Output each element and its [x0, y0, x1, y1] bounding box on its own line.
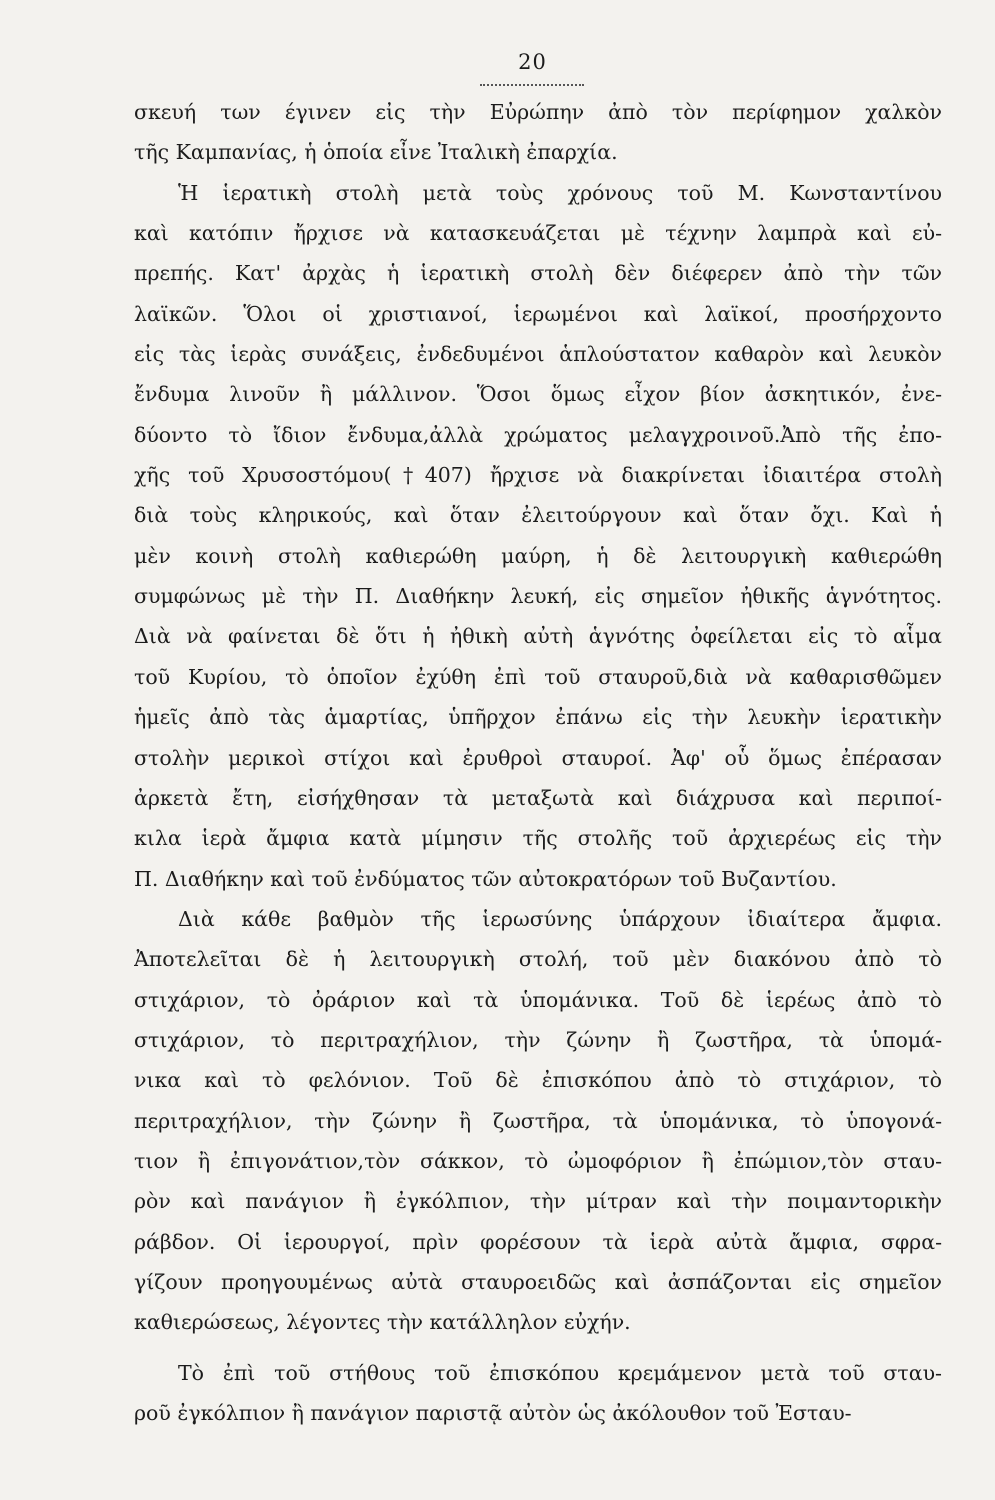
text-line: Ἀποτελεῖται δὲ ἡ λειτουργικὴ στολή, τοῦ μὲν διακόνου ἀπὸ τὸ [134, 947, 942, 972]
text-line: κιλα ἱερὰ ἄμφια κατὰ μίμησιν τῆς στολῆς τοῦ ἀρχιερέως εἰς τὴν [134, 826, 942, 851]
text-line: στολὴν μερικοὶ στίχοι καὶ ἐρυθροὶ σταυροί. Ἀφ' οὗ ὅμως ἐπέρασαν [134, 745, 942, 770]
text-line: γίζουν προηγουμένως αὐτὰ σταυροειδῶς καὶ ἀσπάζονται εἰς σημεῖον [134, 1269, 942, 1294]
text-line: Διὰ κάθε βαθμὸν τῆς ἱερωσύνης ὑπάρχουν ἰδιαίτερα ἄμφια. [178, 906, 942, 931]
text-line: εἰς τὰς ἱερὰς συνάξεις, ἐνδεδυμένοι ἁπλούστατον καθαρὸν καὶ λευκὸν [134, 342, 942, 367]
text-line: Τὸ ἐπὶ τοῦ στήθους τοῦ ἐπισκόπου κρεμάμενον μετὰ τοῦ σταυ- [178, 1360, 942, 1385]
text-line: τοῦ Κυρίου, τὸ ὁποῖον ἐχύθη ἐπὶ τοῦ σταυροῦ,διὰ νὰ καθαρισθῶμεν [134, 664, 942, 689]
page-number: 20 [518, 50, 547, 74]
text-line: τῆς Καμπανίας, ἡ ὁποία εἶνε Ἰταλικὴ ἐπαρχία. [134, 140, 618, 165]
text-line: πρεπής. Κατ' ἀρχὰς ἡ ἱερατικὴ στολὴ δὲν διέφερεν ἀπὸ τὴν τῶν [134, 261, 942, 286]
text-line: ροῦ ἐγκόλπιον ἢ πανάγιον παριστᾷ αὐτὸν ὡς ἀκόλουθον τοῦ Ἐσταυ- [134, 1401, 852, 1425]
body-text [134, 92, 942, 1433]
text-line: καὶ κατόπιν ἤρχισε νὰ κατασκευάζεται μὲ τέχνην λαμπρὰ καὶ εὐ- [134, 221, 942, 246]
text-line: Διὰ νὰ φαίνεται δὲ ὅτι ἡ ἠθικὴ αὐτὴ ἁγνότης ὀφείλεται εἰς τὸ αἷμα [134, 624, 942, 649]
text-line: λαϊκῶν. Ὅλοι οἱ χριστιανοί, ἱερωμένοι καὶ λαϊκοί, προσήρχοντο [134, 301, 942, 326]
text-line: συμφώνως μὲ τὴν Π. Διαθήκην λευκή, εἰς σημεῖον ἠθικῆς ἁγνότητος. [134, 584, 942, 609]
text-line: Ἡ ἱερατικὴ στολὴ μετὰ τοὺς χρόνους τοῦ Μ. Κωνσταντίνου [178, 180, 942, 205]
paragraph-gap [134, 1343, 942, 1353]
text-line: καθιερώσεως, λέγοντες τὴν κατάλληλον εὐχήν. [134, 1310, 631, 1335]
text-line: ἡμεῖς ἀπὸ τὰς ἁμαρτίας, ὑπῆρχον ἐπάνω εἰς τὴν λευκὴν ἱερατικὴν [134, 705, 942, 730]
text-line: στιχάριον, τὸ ὀράριον καὶ τὰ ὑπομάνικα. Τοῦ δὲ ἱερέως ἀπὸ τὸ [134, 987, 942, 1012]
text-line: τιον ἢ ἐπιγονάτιον,τὸν σάκκον, τὸ ὠμοφόριον ἢ ἐπώμιον,τὸν σταυ- [134, 1148, 942, 1173]
text-line: διὰ τοὺς κληρικούς, καὶ ὅταν ἐλειτούργουν καὶ ὅταν ὄχι. Καὶ ἡ [134, 503, 942, 528]
text-line: ρὸν καὶ πανάγιον ἢ ἐγκόλπιον, τὴν μίτραν καὶ τὴν ποιμαντορικὴν [134, 1189, 942, 1214]
text-line: στιχάριον, τὸ περιτραχήλιον, τὴν ζώνην ἢ ζωστῆρα, τὰ ὑπομά- [134, 1027, 942, 1052]
text-line: χῆς τοῦ Χρυσοστόμου(†407) ἤρχισε νὰ διακρίνεται ἰδιαιτέρα στολὴ [134, 463, 942, 488]
text-line: μὲν κοινὴ στολὴ καθιερώθη μαύρη, ἡ δὲ λειτουργικὴ καθιερώθη [134, 543, 942, 568]
paragraph [134, 1353, 942, 1434]
paragraph [134, 899, 942, 1343]
page-number-rule [480, 84, 584, 86]
text-line: σκευή των έγινεν εἰς τὴν Εὐρώπην ἀπὸ τὸν περίφημον χαλκὸν [134, 100, 942, 124]
text-line: ράβδον. Οἱ ἱερουργοί, πρὶν φορέσουν τὰ ἱερὰ αὐτὰ ἄμφια, σφρα- [134, 1229, 942, 1254]
text-line: ἔνδυμα λινοῦν ἢ μάλλινον. Ὅσοι ὅμως εἶχον βίον ἀσκητικόν, ἐνε- [134, 382, 942, 407]
text-line: περιτραχήλιον, τὴν ζώνην ἢ ζωστῆρα, τὰ ὑπομάνικα, τὸ ὑπογονά- [134, 1108, 942, 1133]
text-line: Π. Διαθήκην καὶ τοῦ ἐνδύματος τῶν αὐτοκρατόρων τοῦ Βυζαντίου. [134, 866, 837, 891]
paragraph [134, 92, 942, 173]
text-line: ἀρκετὰ ἔτη, εἰσήχθησαν τὰ μεταξωτὰ καὶ διάχρυσα καὶ περιποί- [134, 785, 942, 810]
text-line: δύοντο τὸ ἴδιον ἔνδυμα,ἀλλὰ χρώματος μελαγχροινοῦ.Ἀπὸ τῆς ἐπο- [134, 422, 942, 447]
text-line: νικα καὶ τὸ φελόνιον. Τοῦ δὲ ἐπισκόπου ἀπὸ τὸ στιχάριον, τὸ [134, 1068, 942, 1093]
paragraph [134, 173, 942, 899]
